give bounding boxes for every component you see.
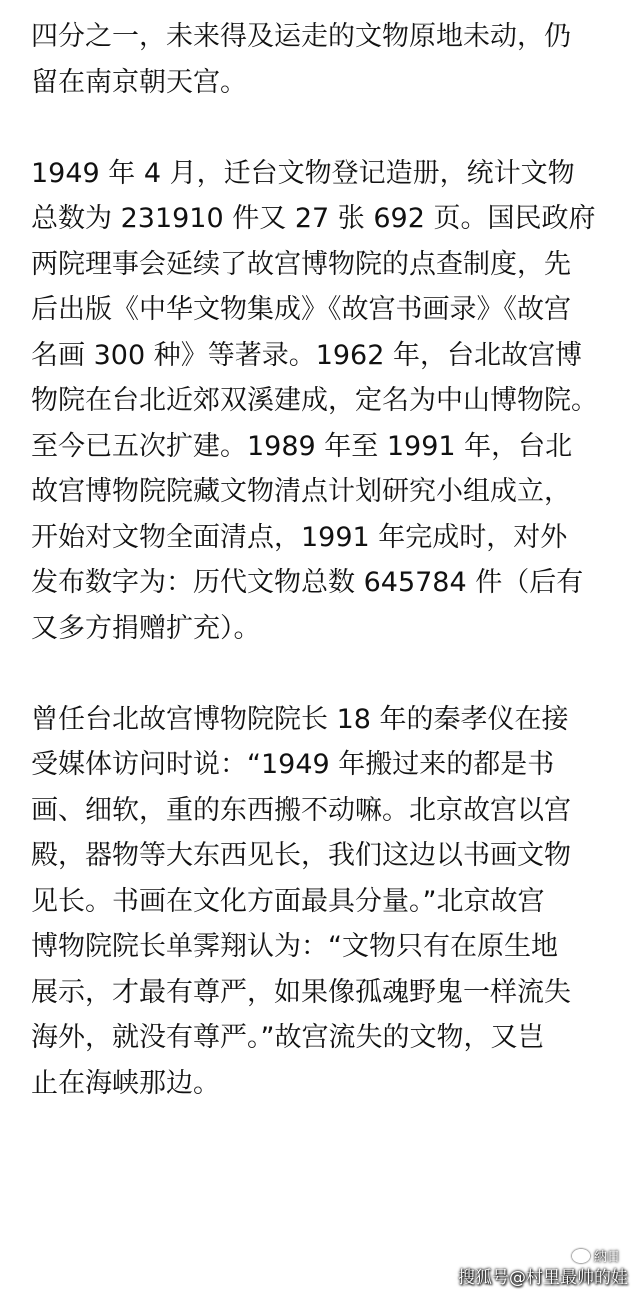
text-line: 两院理事会延续了故宫博物院的点查制度，先: [31, 248, 571, 280]
text-line: 展示，才最有尊严，如果像孤魂野鬼一样流失: [31, 976, 571, 1008]
text-line: 后出版《中华文物集成》《故宫书画录》《故宫: [31, 294, 571, 325]
text-line: 曾任台北故宫博物院院长 18 年的秦孝仪在接: [31, 703, 569, 735]
paragraph: [31, 14, 616, 105]
text-line: 至今已五次扩建。1989 年至 1991 年，台北: [31, 430, 573, 462]
paragraph-gap: [31, 105, 616, 151]
text-line: 又多方捐赠扩充）。: [31, 612, 261, 644]
text-line: 总数为 231910 件又 27 张 692 页。国民政府: [31, 203, 596, 234]
text-line: 1949 年 4 月，迁台文物登记造册，统计文物: [31, 157, 575, 189]
text-line: 博物院院长单霁翔认为：“文物只有在原生地: [31, 931, 558, 962]
text-line: 画、细软，重的东西搬不动嘛。北京故宫以宫: [31, 794, 571, 826]
text-line: 故宫博物院院藏文物清点计划研究小组成立，: [31, 476, 571, 507]
watermark-source: 搜狐号@村里最帅的娃: [458, 1268, 628, 1288]
text-line: 受媒体访问时说：“1949 年搬过来的都是书: [31, 749, 555, 780]
text-line: 海外，就没有尊严。”故宫流失的文物，又岂: [31, 1022, 545, 1053]
text-line: 物院在台北近郊双溪建成，定名为中山博物院。: [31, 385, 598, 416]
paragraph-gap: [31, 651, 616, 697]
text-line: 开始对文物全面清点，1991 年完成时，对外: [31, 521, 568, 553]
text-line: 名画 300 种》等著录。1962 年，台北故宫博: [31, 339, 582, 371]
paragraph: [31, 697, 616, 1107]
watermark-account: [572, 1246, 620, 1265]
text-line: 留在南京朝天宫。: [31, 66, 247, 98]
wechat-icon: [572, 1249, 590, 1263]
text-line: 殿，器物等大东西见长，我们这边以书画文物: [31, 840, 571, 871]
paragraph: [31, 151, 616, 652]
text-line: 见长。书画在文化方面最具分量。”北京故宫: [31, 885, 545, 917]
text-line: 四分之一，未来得及运走的文物原地未动，仍: [31, 21, 571, 52]
watermark-account-label: 納日: [593, 1250, 620, 1265]
article-body: [31, 14, 616, 1106]
text-line: 止在海峡那边。: [31, 1067, 220, 1099]
text-line: 发布数字为：历代文物总数 645784 件（后有: [31, 567, 584, 598]
